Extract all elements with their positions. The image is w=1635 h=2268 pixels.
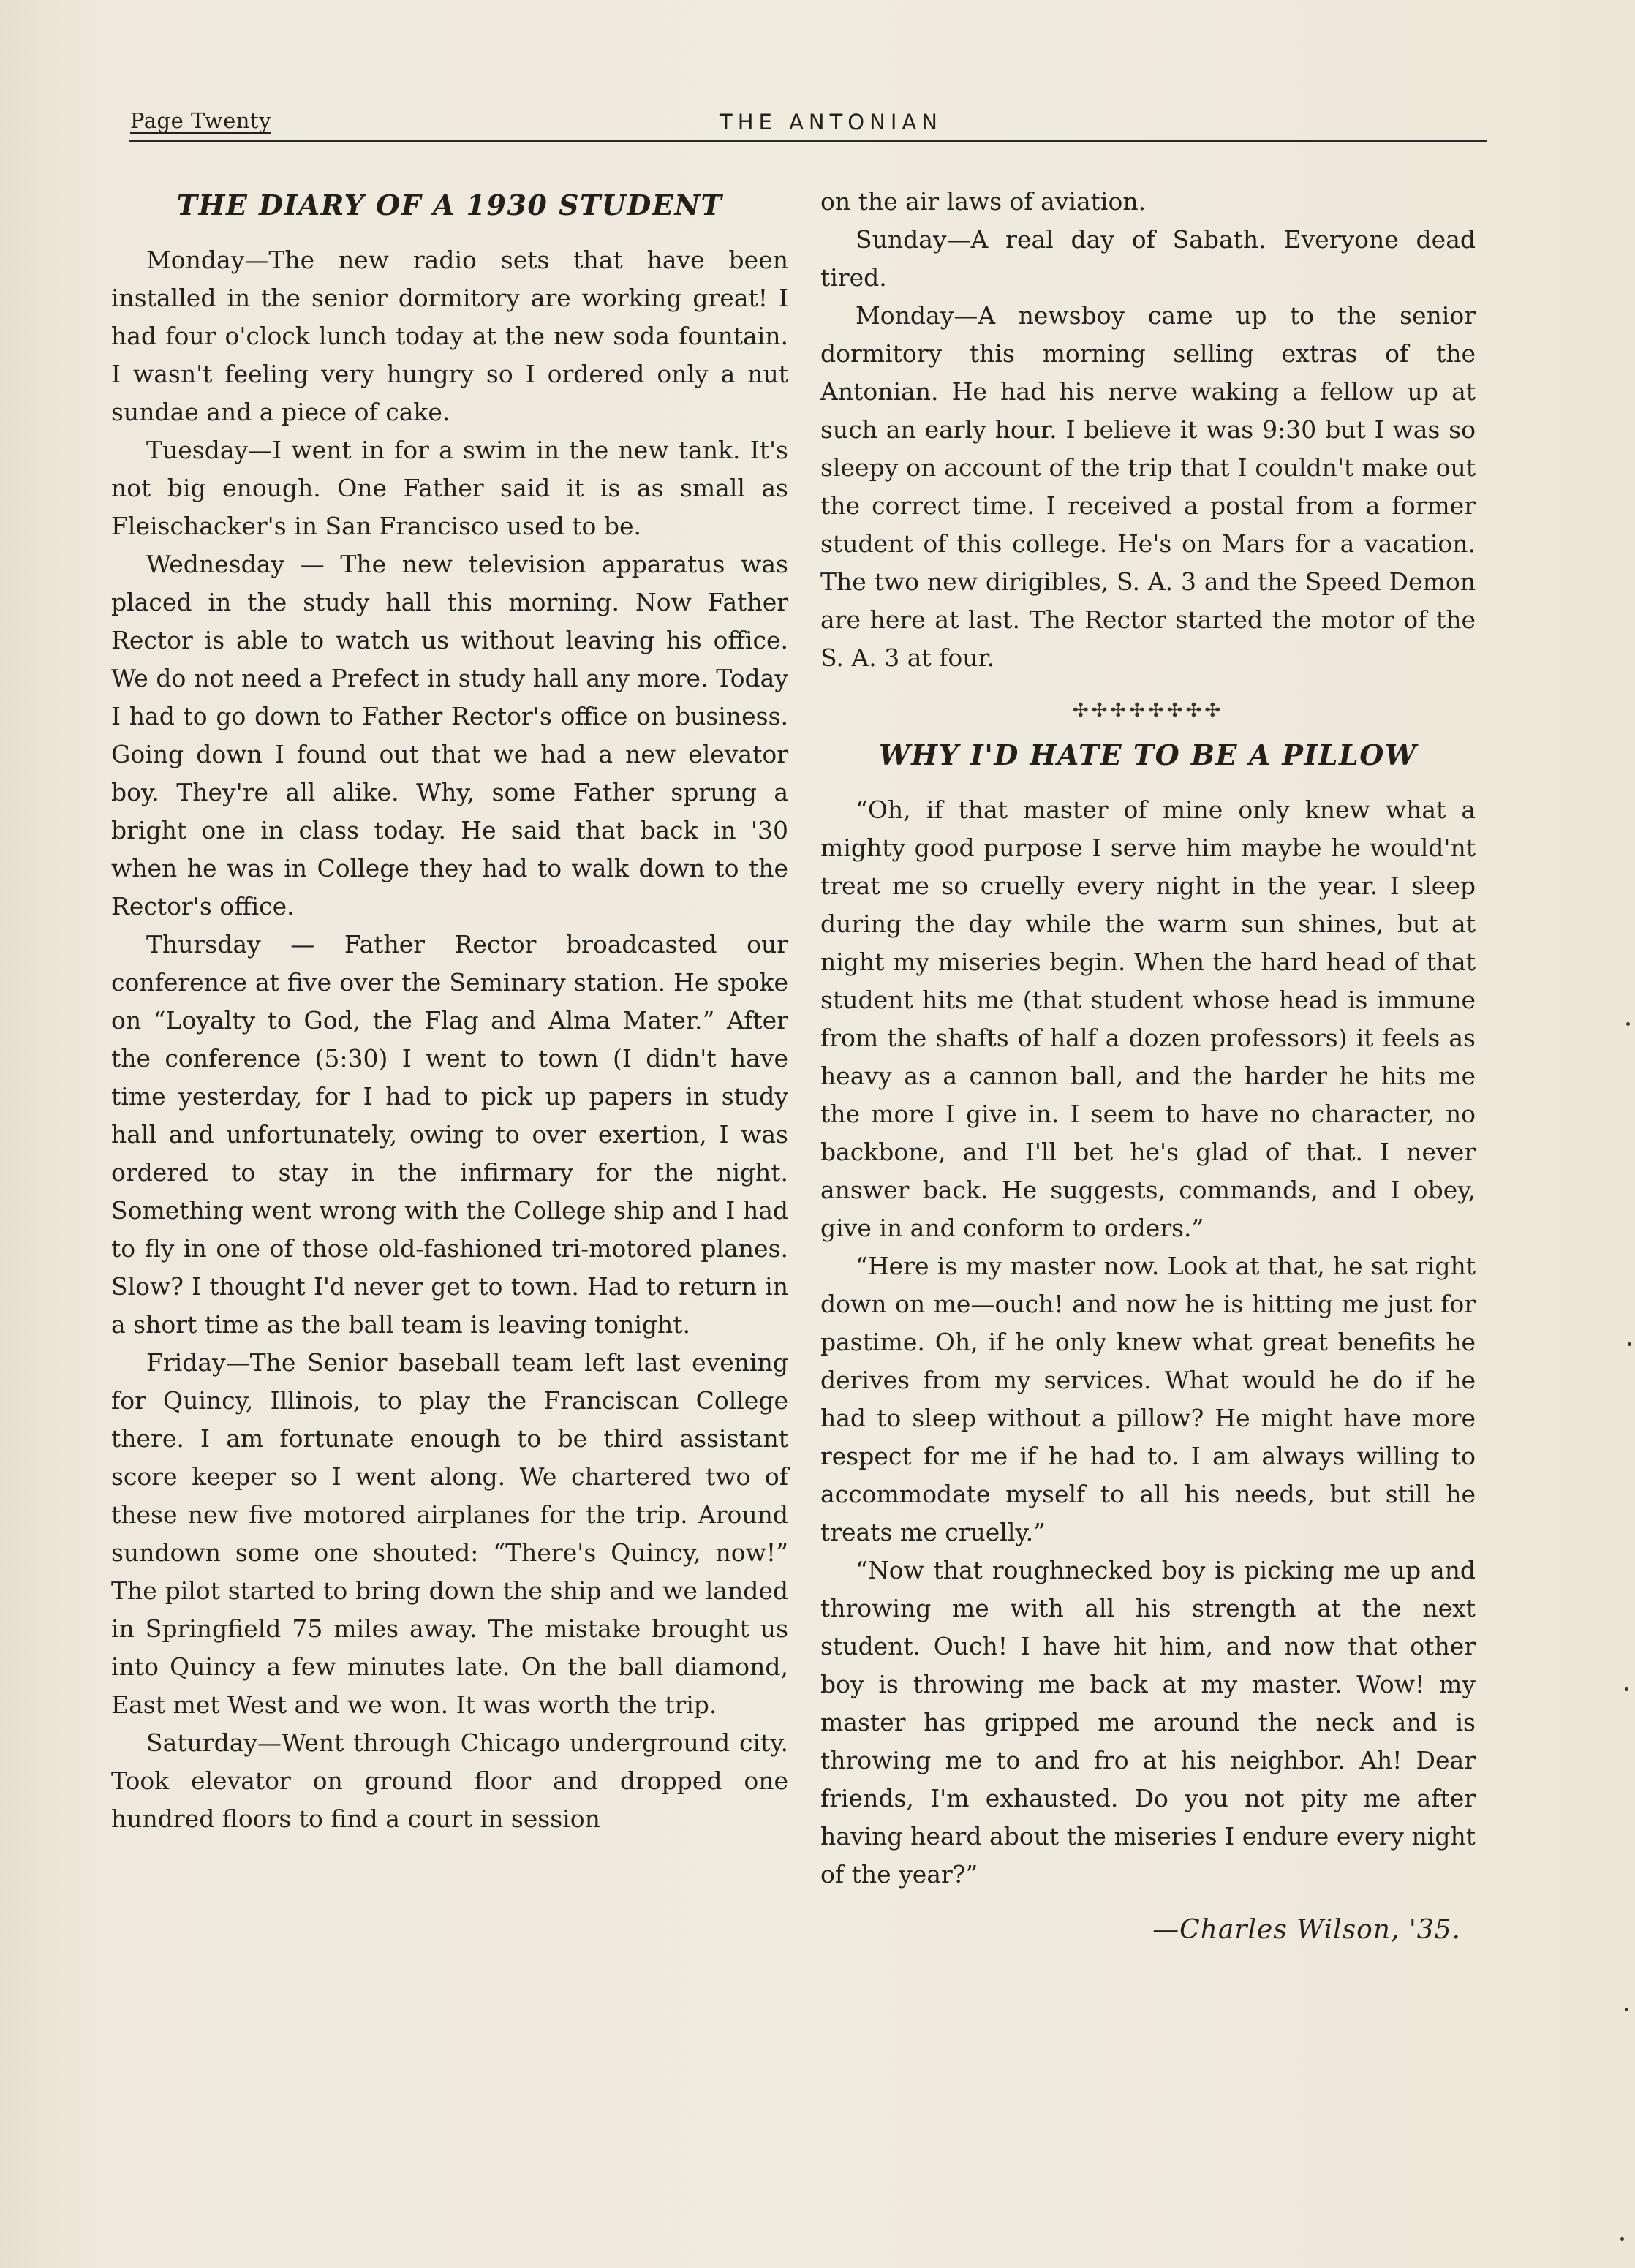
diary-entry-thursday: Thursday — Father Rector broadcasted our conference at five over the Seminary station. He spoke on “Loyalty to God, the Flag and Alma Mater.” After the conference (5:30) I went to town (I didn't have time yesterday, for I had to pick up papers in study hall and unfortunately, owing to over exertion, I was ordered to stay in the infirmary for the night. Something went wrong with the College ship and I had to fly in one of those old-fashioned tri-motored planes. Slow? I thought I'd never get to town. Had to return in a short time as the ball team is leaving tonight. xyxy=(111,930,788,1339)
diary-entry-wednesday: Wednesday — The new television apparatus was placed in the study hall this morning. Now Father Rector is able to watch us without leaving his office. We do not need a Prefect in study hall any more. Today I had to go down to Father Rector's office on business. Going down I found out that we had a new elevator boy. They're all alike. Why, some Father sprung a bright one in class today. He said that back in '30 when he was in College they had to walk down to the Rector's office. xyxy=(111,550,788,921)
margin-speck xyxy=(1625,2008,1628,2011)
pillow-paragraph: “Now that roughnecked boy is picking me up and throwing me with all his strength at the next student. Ouch! I have hit him, and now that other boy is throwing me back at my master. Wow! my master has gripped me around the neck and is throwing me to and fro at his neighbor. Ah! Dear friends, I'm exhausted. Do you not pity me after having heard about the miseries I endure every night of the year?” xyxy=(820,1556,1476,1889)
pillow-paragraph: “Here is my master now. Look at that, he sat right down on me—ouch! and now he is hitting me just for pastime. Oh, if he only knew what great benefits he derives from my services. What would he do if he had to sleep without a pillow? He might have more respect for me if he had to. I am always willing to accommodate myself to all his needs, but still he treats me cruelly.” xyxy=(820,1252,1476,1546)
page-number-label: Page Twenty xyxy=(130,108,271,133)
margin-speck xyxy=(1626,1022,1630,1026)
margin-speck xyxy=(1628,1342,1631,1346)
pillow-paragraph: “Oh, if that master of mine only knew what a mighty good purpose I serve him maybe he would'nt treat me so cruelly every night in the year. I sleep during the day while the warm sun shines, but at night my miseries begin. When the hard head of that student hits me (that student whose head is immune from the shafts of half a dozen professors) it feels as heavy as a cannon ball, and the harder he hits me the more I give in. I seem to have no character, no backbone, and I'll bet he's glad of that. I never answer back. He suggests, commands, and I obey, give in and conform to orders.” xyxy=(820,795,1476,1242)
diary-entry-saturday: Saturday—Went through Chicago underground city. Took elevator on ground floor and dropped one hundred floors to find a court in session xyxy=(111,1728,788,1833)
right-column xyxy=(820,183,1476,1949)
header-rule xyxy=(129,140,1487,142)
article-title-pillow: WHY I'D HATE TO BE A PILLOW xyxy=(878,738,1417,771)
left-column xyxy=(111,183,788,1838)
author-byline: —Charles Wilson, '35. xyxy=(1152,1915,1461,1945)
margin-speck xyxy=(1625,1687,1628,1691)
diary-entry-sunday: Sunday—A real day of Sabath. Everyone dead tired. xyxy=(820,225,1476,292)
article-title-diary: THE DIARY OF A 1930 STUDENT xyxy=(176,189,723,222)
diary-entry-friday: Friday—The Senior baseball team left last evening for Quincy, Illinois, to play the Franciscan College there. I am fortunate enough to be third assistant score keeper so I went along. We chartered two of these new five motored airplanes for the trip. Around sundown some one shouted: “There's Quincy, now!” The pilot started to bring down the ship and we landed in Springfield 75 miles away. The mistake brought us into Quincy a few minutes late. On the ball diamond, East met West and we won. It was worth the trip. xyxy=(111,1348,788,1719)
diary-entry-tuesday: Tuesday—I went in for a swim in the new tank. It's not big enough. One Father said it is as small as Fleischacker's in San Francisco used to be. xyxy=(111,436,788,540)
diary-continuation: on the air laws of aviation. xyxy=(820,187,1147,216)
running-header xyxy=(129,108,1487,152)
diary-entry-monday-2: Monday—A newsboy came up to the senior dormitory this morning selling extras of the Antonian. He had his nerve waking a fellow up at such an early hour. I believe it was 9:30 but I was so sleepy on account of the trip that I couldn't make out the correct time. I received a postal from a former student of this college. He's on Mars for a vacation. The two new dirigibles, S. A. 3 and the Speed Demon are here at last. The Rector started the motor of the S. A. 3 at four. xyxy=(820,301,1476,672)
diary-entry-monday: Monday—The new radio sets that have been installed in the senior dormitory are working great! I had four o'clock lunch today at the new soda fountain. I wasn't feeling very hungry so I ordered only a nut sundae and a piece of cake. xyxy=(111,246,788,426)
margin-speck xyxy=(1620,2237,1624,2241)
journal-title: THE ANTONIAN xyxy=(720,110,943,135)
section-divider-ornament: ✣✣✣✣✣✣✣✣ xyxy=(1072,700,1224,722)
